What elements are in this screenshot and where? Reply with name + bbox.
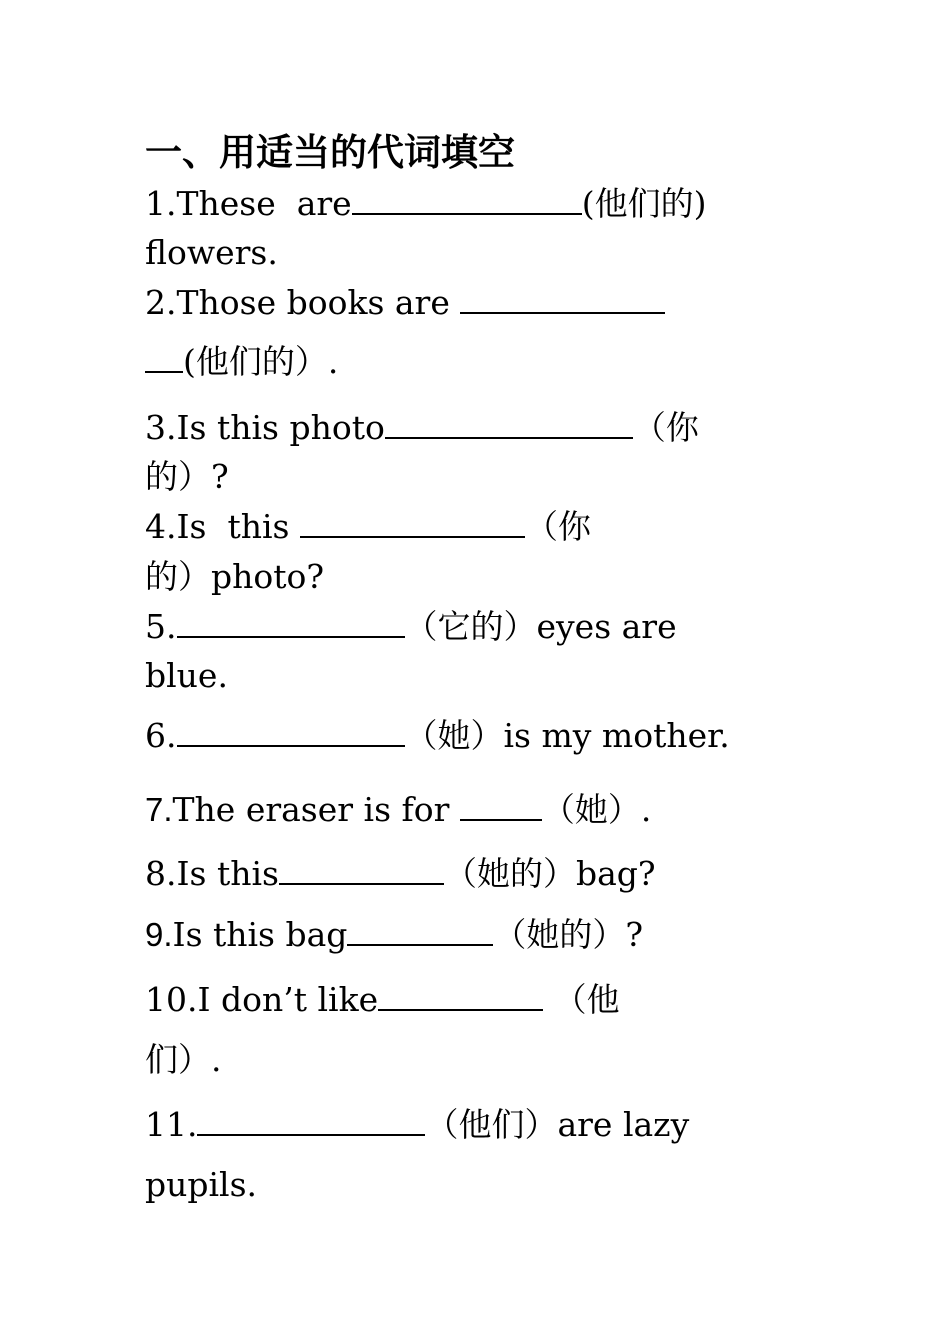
pronoun-hint: (他们的) bbox=[581, 184, 707, 223]
answer-blank-continued[interactable] bbox=[145, 341, 183, 373]
question-9-line bbox=[145, 911, 643, 959]
question-text: Is this bbox=[176, 507, 300, 546]
question-2-line-1 bbox=[145, 279, 665, 327]
question-5-line-2 bbox=[145, 652, 228, 700]
pronoun-hint: (他们的）. bbox=[183, 342, 339, 381]
question-text-end: bag? bbox=[575, 854, 656, 893]
question-text: flowers. bbox=[145, 233, 278, 272]
question-text: eyes are bbox=[536, 607, 677, 646]
answer-blank[interactable] bbox=[197, 1104, 425, 1136]
question-text: Is this bbox=[176, 854, 279, 893]
question-number: 4. bbox=[145, 507, 177, 546]
question-4-line-2 bbox=[145, 553, 324, 601]
question-10-line-1 bbox=[145, 976, 620, 1024]
question-text-end: . bbox=[640, 790, 652, 829]
question-text: pupils. bbox=[145, 1165, 258, 1204]
question-number: 5. bbox=[145, 607, 177, 646]
question-text: The eraser is for bbox=[172, 790, 460, 829]
answer-blank[interactable] bbox=[347, 914, 493, 946]
question-text: Is this bag bbox=[172, 915, 348, 954]
question-1-line-1 bbox=[145, 180, 706, 228]
question-4-line-1 bbox=[145, 503, 591, 551]
pronoun-hint: （他 bbox=[543, 980, 620, 1019]
pronoun-hint: （他们） bbox=[425, 1105, 558, 1144]
question-10-line-2 bbox=[145, 1036, 222, 1084]
pronoun-hint: （你 bbox=[632, 408, 699, 447]
question-number: 3. bbox=[145, 408, 177, 447]
question-number: 1. bbox=[145, 184, 177, 223]
answer-blank[interactable] bbox=[300, 506, 525, 538]
question-8-line bbox=[145, 850, 656, 898]
answer-blank[interactable] bbox=[177, 715, 405, 747]
pronoun-hint: （她的） bbox=[493, 915, 626, 954]
answer-blank[interactable] bbox=[177, 606, 405, 638]
answer-blank[interactable] bbox=[378, 979, 543, 1011]
pronoun-hint-continued: 们） bbox=[145, 1040, 211, 1079]
pronoun-hint: （她） bbox=[541, 790, 641, 829]
question-number: 2. bbox=[145, 283, 177, 322]
question-text: photo? bbox=[211, 557, 325, 596]
question-11-line-2 bbox=[145, 1161, 257, 1209]
pronoun-hint: （她的） bbox=[443, 854, 576, 893]
question-number: 11. bbox=[145, 1105, 198, 1144]
question-number: 7. bbox=[145, 791, 173, 828]
question-text-end: . bbox=[211, 1040, 222, 1079]
question-3-line-2 bbox=[145, 453, 229, 501]
question-text: I don’t like bbox=[197, 980, 379, 1019]
question-number: 8. bbox=[145, 854, 177, 893]
question-text: are lazy bbox=[557, 1105, 690, 1144]
answer-blank[interactable] bbox=[460, 282, 665, 314]
question-number: 10. bbox=[145, 980, 198, 1019]
answer-blank[interactable] bbox=[352, 183, 582, 215]
question-5-line-1 bbox=[145, 603, 677, 651]
question-text: is my mother. bbox=[503, 716, 730, 755]
question-2-line-2 bbox=[145, 338, 338, 386]
answer-blank[interactable] bbox=[460, 789, 542, 821]
question-text: These are bbox=[176, 184, 352, 223]
answer-blank[interactable] bbox=[279, 853, 444, 885]
question-number: 6. bbox=[145, 716, 177, 755]
question-text: blue. bbox=[145, 656, 228, 695]
answer-blank[interactable] bbox=[385, 407, 633, 439]
question-7-line bbox=[145, 786, 651, 834]
pronoun-hint: （你 bbox=[524, 507, 591, 546]
question-text: Is this photo bbox=[176, 408, 385, 447]
pronoun-hint: （它的） bbox=[404, 607, 537, 646]
question-text: Those books are bbox=[176, 283, 461, 322]
question-3-line-1 bbox=[145, 404, 699, 452]
question-1-line-2 bbox=[145, 229, 278, 277]
question-11-line-1 bbox=[145, 1101, 689, 1149]
pronoun-hint: （她） bbox=[404, 716, 504, 755]
section-title: 一、用适当的代词填空 bbox=[145, 131, 515, 174]
question-text-end: ? bbox=[625, 915, 644, 954]
pronoun-hint-continued: 的） bbox=[145, 557, 211, 596]
question-number: 9. bbox=[145, 916, 173, 953]
question-6-line bbox=[145, 712, 730, 760]
pronoun-hint-continued: 的）? bbox=[145, 457, 229, 496]
